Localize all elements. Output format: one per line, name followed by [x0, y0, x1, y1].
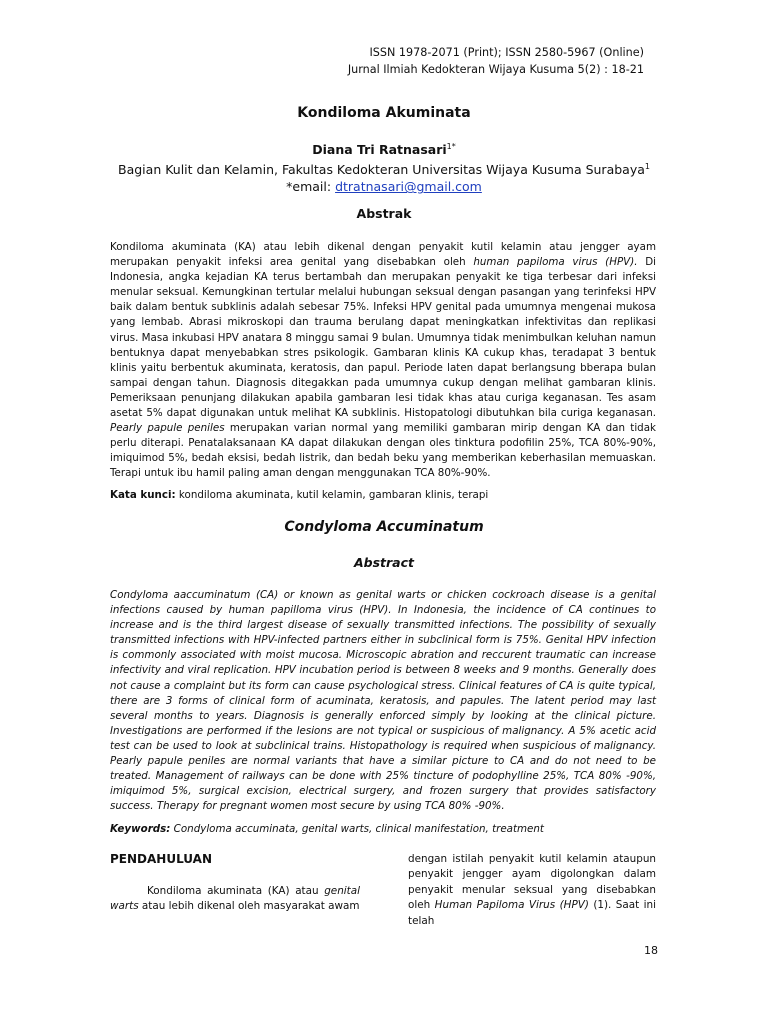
affiliation-sup: 1 — [644, 162, 650, 172]
author-block — [0, 138, 768, 195]
english-abstract: Condyloma aaccuminatum (CA) or known as genital warts or chicken cockroach disease is a genital infections caused by human papilloma virus (HPV). In Indonesia, the incidence of CA continues to increase and is the third largest disease of sexually transmitted infections. The possibility of sexually transmitted infections with HPV-infected partners either in subclinical form is 75%. Genital HPV infection is commonly associated with moist mucosa. Microscopic abration and reccurent traumatic can increase infectivity and viral replication. HPV incubation period is between 8 weeks and 9 months. Generally does not cause a complaint but its form can cause psychological stress. Clinical features of CA is quite typical, there are 3 forms of clinical form of acuminata, keratosis, and papules. The latent period may last several months to years. Diagnosis is generally enforced simply by looking at the clinical picture. Investigations are performed if the lesions are not typical or suspicious of malignancy. A 5% acetic acid test can be used to look at subclinical trains. Histopathology is required when suspicious of malignancy. Pearly papule peniles are normal variants that have a similar picture to CA and do not need to be treated. Management of railways can be done with 25% tincture of podophylline 25%, TCA 80% -90%, imiquimod 5%, surgical excision, electrical surgery, and frozen surgery that provides satisfactory success. Therapy for pregnant women most secure by using TCA 80% -90%. — [110, 589, 656, 813]
kata-kunci — [110, 488, 656, 503]
keywords — [110, 822, 656, 837]
author-name: Diana Tri Ratnasari — [312, 142, 447, 158]
section-heading: PENDAHULUAN — [110, 852, 212, 866]
author-affiliation: Bagian Kulit dan Kelamin, Fakultas Kedokteran Universitas Wijaya Kusuma Surabaya — [118, 162, 645, 178]
journal-header — [348, 44, 644, 78]
kata-kunci-text: kondiloma akuminata, kutil kelamin, gambaran klinis, terapi — [175, 489, 489, 501]
intro-right-column: dengan istilah penyakit kutil kelamin ataupun penyakit jengger ayam digolongkan dalam penyakit menular seksual yang disebabkan oleh Human Papiloma Virus (HPV) (1). Saat ini telah — [408, 853, 656, 927]
email-link[interactable]: dtratnasari@gmail.com — [335, 179, 482, 195]
email-label: *email: — [286, 179, 336, 195]
intro-left-column: Kondiloma akuminata (KA) atau genital warts atau lebih dikenal oleh masyarakat awam — [110, 885, 360, 913]
page-number: 18 — [644, 944, 658, 957]
author-sup: 1* — [446, 142, 456, 151]
keywords-label: Keywords: — [110, 823, 171, 835]
journal-line: Jurnal Ilmiah Kedokteran Wijaya Kusuma 5(2) : 18-21 — [347, 63, 644, 76]
article-title: Kondiloma Akuminata — [297, 105, 471, 121]
abstrak-heading: Abstrak — [356, 206, 412, 221]
abstrak-paragraph: Kondiloma akuminata (KA) atau lebih dikenal dengan penyakit kutil kelamin atau jengger ayam merupakan penyakit infeksi area genital yang disebabkan oleh human papiloma virus (HPV). Di Indonesia, angka kejadian KA terus bertambah dan merupakan penyakit ke tiga terbesar dari infeksi menular seksual. Kemungkinan tertular melalui hubungan seksual dengan pasangan yang terinfeksi HPV baik dalam bentuk subklinis adalah sebesar 75%. Infeksi HPV genital pada umumnya mengenai mukosa yang lembab. Abrasi mikroskopi dan trauma berulang dapat meningkatkan infektivitas dan replikasi virus. Masa inkubasi HPV anatara 8 minggu samai 9 bulan. Umumnya tidak menimbulkan keluhan namun bentuknya dapat menyebabkan stres psikologik. Gambaran klinis KA cukup khas, teradapat 3 bentuk klinis yaitu berbentuk akuminata, keratosis, dan papul. Periode laten dapat berlangsung bberapa bulan sampai dengan tahun. Diagnosis ditegakkan pada umumnya cukup dengan melihat gambaran klinis. Pemeriksaan penunjang dilakukan apabila gambaran lesi tidak khas atau curiga keganasan. Tes asam asetat 5% dapat digunakan untuk melihat KA subklinis. Histopatologi dibutuhkan bila curiga keganasan. Pearly papule peniles merupakan varian normal yang memiliki gambaran mirip dengan KA dan tidak perlu diterapi. Penatalaksanaan KA dapat dilakukan dengan oles tinktura podofilin 25%, TCA 80%-90%, imiquimod 5%, bedah eksisi, bedah listrik, dan bedah beku yang memberikan keberhasilan memuaskan. Terapi untuk ibu hamil paling aman dengan menggunakan TCA 80%-90%. — [110, 241, 656, 480]
english-title: Condyloma Accuminatum — [284, 519, 484, 535]
issn-line: ISSN 1978-2071 (Print); ISSN 2580-5967 (Online) — [369, 46, 644, 59]
keywords-text: Condyloma accuminata, genital warts, clinical manifestation, treatment — [170, 823, 544, 835]
kata-kunci-label: Kata kunci: — [110, 489, 176, 501]
english-abstract-heading: Abstract — [353, 555, 415, 570]
